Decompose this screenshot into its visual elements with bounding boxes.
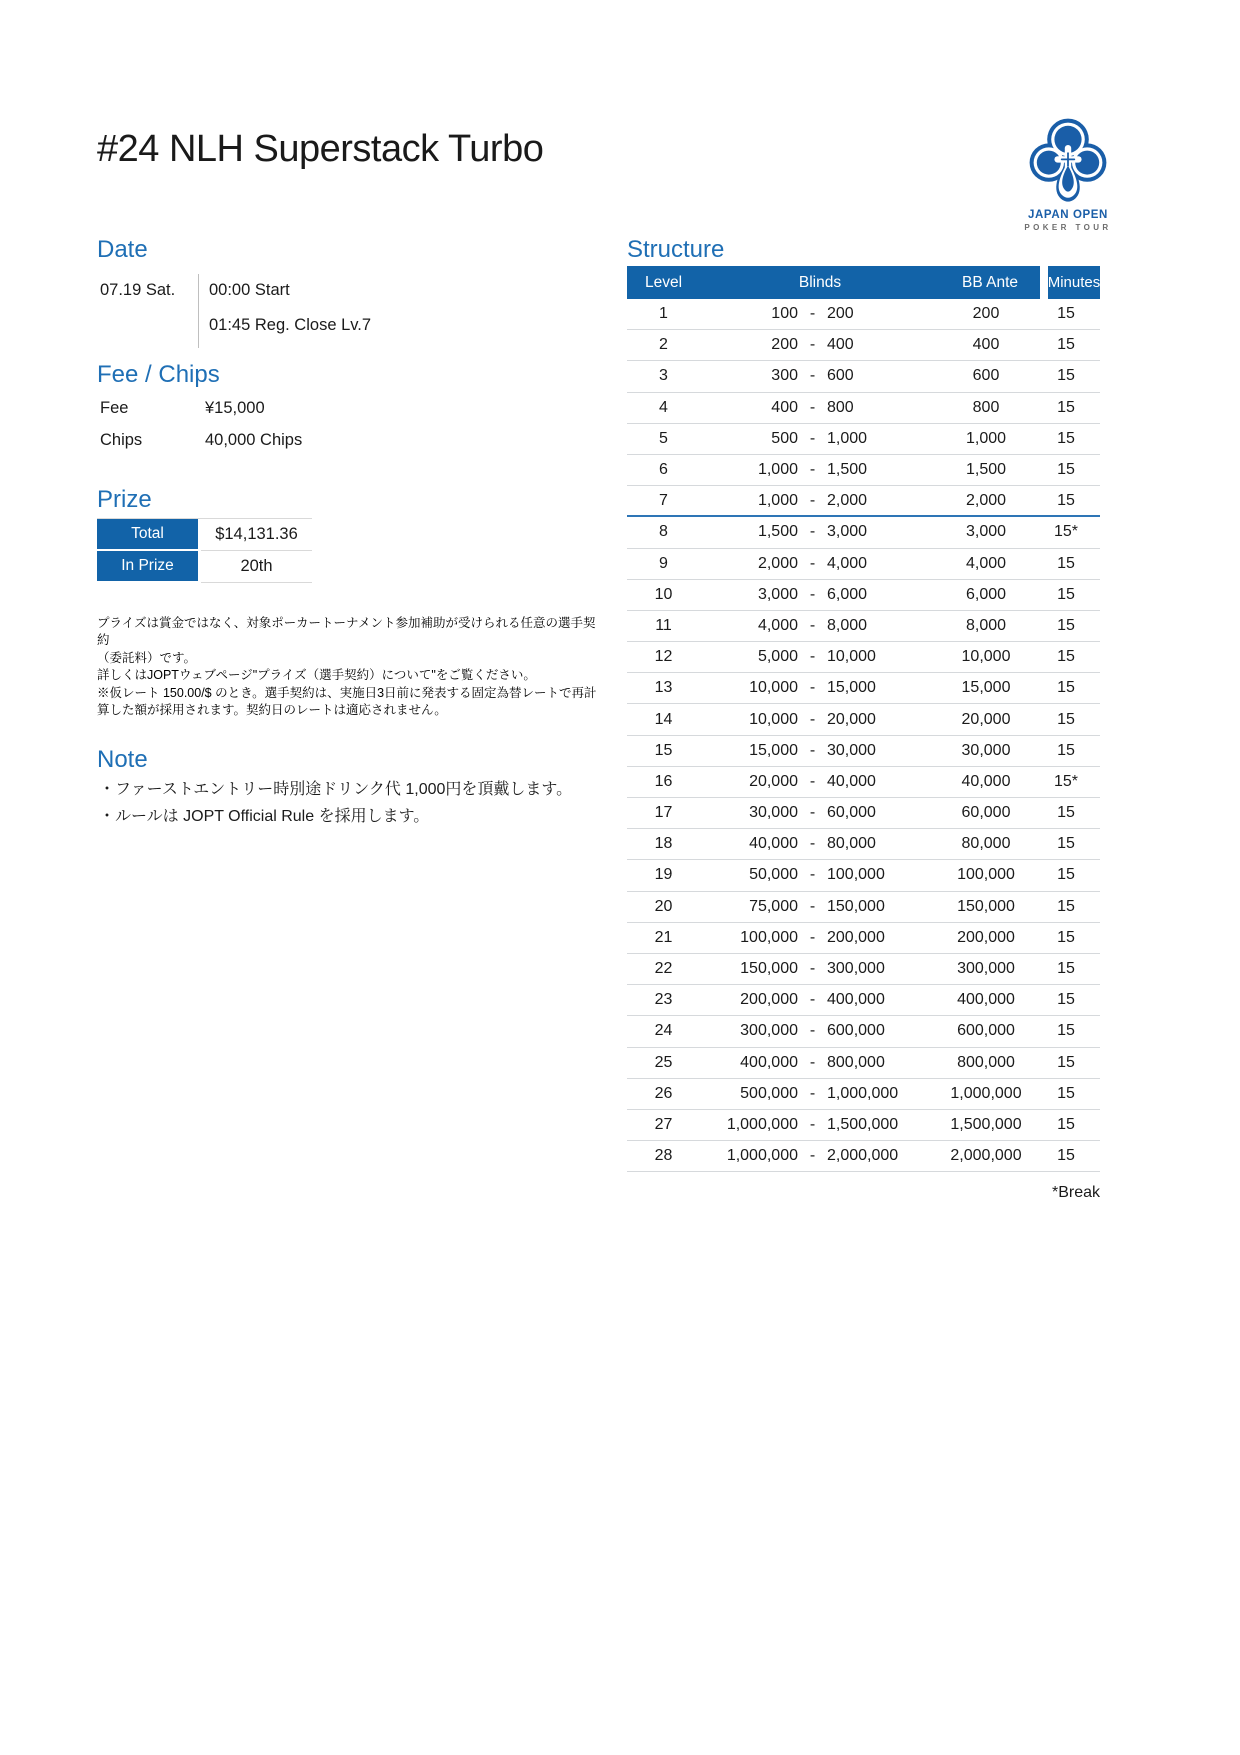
page-title: #24 NLH Superstack Turbo <box>97 128 544 170</box>
blinds-dash: - <box>809 648 816 666</box>
big-blind-cell: 400,000 <box>827 991 885 1009</box>
structure-row <box>627 393 1100 424</box>
small-blind-cell: 300,000 <box>740 1022 798 1040</box>
minutes-cell: 15 <box>1057 960 1075 978</box>
bb-ante-cell: 200 <box>972 305 1000 323</box>
structure-row <box>627 1048 1100 1079</box>
big-blind-cell: 150,000 <box>827 897 885 915</box>
column-header-bb-ante: BB Ante <box>961 273 1018 291</box>
blinds-dash: - <box>809 585 816 603</box>
level-cell: 4 <box>659 398 668 416</box>
blinds-dash: - <box>809 772 816 790</box>
structure-heading: Structure <box>627 236 725 263</box>
note-heading: Note <box>97 746 148 773</box>
blinds-dash: - <box>809 461 816 479</box>
bb-ante-cell: 20,000 <box>961 710 1011 728</box>
column-header-blinds: Blinds <box>798 273 842 291</box>
level-cell: 8 <box>659 523 668 541</box>
minutes-cell: 15 <box>1057 305 1075 323</box>
big-blind-cell: 100,000 <box>827 866 885 884</box>
structure-row <box>627 860 1100 891</box>
prize-row-label: Total <box>97 519 198 551</box>
level-cell: 17 <box>654 804 673 822</box>
bb-ante-cell: 300,000 <box>957 960 1015 978</box>
blinds-dash: - <box>809 429 816 447</box>
level-cell: 27 <box>654 1115 673 1133</box>
note-item: ・ファーストエントリー時別途ドリンク代 1,000円を頂戴します。 <box>99 781 573 798</box>
minutes-cell: 15 <box>1057 1084 1075 1102</box>
level-cell: 9 <box>659 554 668 572</box>
level-cell: 13 <box>654 679 673 697</box>
blinds-dash: - <box>809 710 816 728</box>
bb-ante-cell: 3,000 <box>965 523 1007 541</box>
small-blind-cell: 100 <box>771 305 798 323</box>
fee-chips-heading: Fee / Chips <box>97 361 220 388</box>
prize-row <box>97 519 312 551</box>
level-cell: 23 <box>654 991 673 1009</box>
fee-chips-value: ¥15,000 <box>205 399 265 417</box>
start-time: 00:00 Start <box>209 281 290 299</box>
bb-ante-cell: 1,000 <box>965 429 1007 447</box>
bb-ante-cell: 80,000 <box>961 835 1011 853</box>
minutes-cell: 15 <box>1057 461 1075 479</box>
bb-ante-cell: 30,000 <box>961 741 1011 759</box>
minutes-cell: 15 <box>1057 991 1075 1009</box>
fee-chips-value: 40,000 Chips <box>205 431 303 449</box>
note-list <box>99 776 619 830</box>
small-blind-cell: 150,000 <box>740 960 798 978</box>
bb-ante-cell: 40,000 <box>961 772 1011 790</box>
small-blind-cell: 400 <box>771 398 798 416</box>
structure-row <box>627 299 1100 330</box>
blinds-dash: - <box>809 367 816 385</box>
minutes-cell: 15 <box>1057 928 1075 946</box>
minutes-cell: 15 <box>1057 429 1075 447</box>
small-blind-cell: 200 <box>771 336 798 354</box>
prize-row <box>97 551 312 583</box>
bb-ante-cell: 600 <box>972 367 1000 385</box>
minutes-cell: 15 <box>1057 1115 1075 1133</box>
small-blind-cell: 10,000 <box>749 710 798 728</box>
prize-fine-print <box>97 615 602 719</box>
structure-row <box>627 829 1100 860</box>
blinds-dash: - <box>809 960 816 978</box>
structure-row <box>627 923 1100 954</box>
big-blind-cell: 3,000 <box>827 523 868 541</box>
big-blind-cell: 400 <box>827 336 854 354</box>
minutes-cell: 15 <box>1057 1053 1075 1071</box>
level-cell: 26 <box>654 1084 673 1102</box>
minutes-cell: 15 <box>1057 866 1075 884</box>
minutes-cell: 15 <box>1057 710 1075 728</box>
blinds-dash: - <box>809 554 816 572</box>
level-cell: 21 <box>654 928 673 946</box>
level-cell: 11 <box>655 616 672 634</box>
structure-row <box>627 954 1100 985</box>
bb-ante-cell: 400,000 <box>957 991 1015 1009</box>
bb-ante-cell: 60,000 <box>961 804 1011 822</box>
blinds-dash: - <box>809 1115 816 1133</box>
column-header-level: Level <box>644 273 683 291</box>
minutes-cell: 15 <box>1057 585 1075 603</box>
date-heading: Date <box>97 236 148 263</box>
small-blind-cell: 30,000 <box>749 804 798 822</box>
bb-ante-cell: 150,000 <box>957 897 1015 915</box>
structure-row <box>627 767 1100 798</box>
structure-row <box>627 642 1100 673</box>
minutes-cell: 15 <box>1057 835 1075 853</box>
prize-row-value: 20th <box>201 551 312 583</box>
bb-ante-cell: 400 <box>972 336 1000 354</box>
small-blind-cell: 75,000 <box>749 897 798 915</box>
bb-ante-cell: 2,000 <box>965 491 1007 509</box>
minutes-cell: 15 <box>1057 491 1075 509</box>
big-blind-cell: 40,000 <box>827 772 876 790</box>
break-footnote: *Break <box>1051 1184 1100 1201</box>
blinds-dash: - <box>809 804 816 822</box>
blinds-dash: - <box>809 398 816 416</box>
small-blind-cell: 500 <box>771 429 798 447</box>
small-blind-cell: 1,000,000 <box>726 1115 798 1133</box>
minutes-cell: 15 <box>1057 398 1075 416</box>
structure-row <box>627 580 1100 611</box>
small-blind-cell: 2,000 <box>757 554 798 572</box>
structure-row <box>627 517 1100 548</box>
big-blind-cell: 60,000 <box>827 804 876 822</box>
level-cell: 22 <box>654 960 673 978</box>
big-blind-cell: 1,500 <box>827 461 868 479</box>
date-day: 07.19 Sat. <box>100 281 176 299</box>
big-blind-cell: 20,000 <box>827 710 876 728</box>
structure-row <box>627 704 1100 735</box>
level-cell: 19 <box>654 866 673 884</box>
small-blind-cell: 1,000 <box>757 491 798 509</box>
big-blind-cell: 200,000 <box>827 928 885 946</box>
level-cell: 12 <box>654 648 673 666</box>
small-blind-cell: 300 <box>771 367 798 385</box>
bb-ante-cell: 15,000 <box>961 679 1011 697</box>
big-blind-cell: 4,000 <box>827 554 868 572</box>
structure-row <box>627 361 1100 392</box>
level-cell: 28 <box>654 1147 673 1165</box>
blinds-dash: - <box>809 1147 816 1165</box>
blinds-dash: - <box>809 1084 816 1102</box>
blinds-dash: - <box>809 866 816 884</box>
bb-ante-cell: 1,000,000 <box>950 1084 1022 1102</box>
structure-row <box>627 1141 1100 1172</box>
prize-fine-print-line: プライズは賞金ではなく、対象ポーカートーナメント参加補助が受けられる任意の選手契約 <box>97 616 596 648</box>
small-blind-cell: 20,000 <box>749 772 798 790</box>
minutes-cell: 15 <box>1057 1022 1075 1040</box>
big-blind-cell: 6,000 <box>827 585 868 603</box>
blinds-dash: - <box>809 928 816 946</box>
small-blind-cell: 1,500 <box>757 523 798 541</box>
level-cell: 3 <box>659 367 668 385</box>
bb-ante-cell: 800 <box>972 398 1000 416</box>
big-blind-cell: 1,000 <box>827 429 868 447</box>
level-cell: 14 <box>654 710 673 728</box>
prize-row-label: In Prize <box>97 551 198 583</box>
structure-row <box>627 1110 1100 1141</box>
bb-ante-cell: 4,000 <box>965 554 1007 572</box>
column-header-minutes: Minutes <box>1048 266 1100 299</box>
big-blind-cell: 1,000,000 <box>827 1084 899 1102</box>
minutes-cell: 15 <box>1057 367 1075 385</box>
small-blind-cell: 3,000 <box>757 585 798 603</box>
big-blind-cell: 80,000 <box>827 835 876 853</box>
small-blind-cell: 50,000 <box>749 866 798 884</box>
bb-ante-cell: 200,000 <box>957 928 1015 946</box>
bb-ante-cell: 100,000 <box>957 866 1015 884</box>
level-cell: 7 <box>659 491 668 509</box>
big-blind-cell: 2,000,000 <box>827 1147 899 1165</box>
structure-row <box>627 611 1100 642</box>
structure-row <box>627 486 1100 517</box>
bb-ante-cell: 10,000 <box>961 648 1011 666</box>
blinds-dash: - <box>809 679 816 697</box>
structure-row <box>627 1079 1100 1110</box>
level-cell: 5 <box>659 429 668 447</box>
big-blind-cell: 15,000 <box>827 679 876 697</box>
small-blind-cell: 4,000 <box>757 616 798 634</box>
note-item: ・ルールは JOPT Official Rule を採用します。 <box>99 808 430 825</box>
small-blind-cell: 40,000 <box>749 835 798 853</box>
blinds-dash: - <box>809 523 816 541</box>
bb-ante-cell: 800,000 <box>957 1053 1015 1071</box>
small-blind-cell: 100,000 <box>740 928 798 946</box>
structure-row <box>627 892 1100 923</box>
fee-chips-list <box>100 399 500 463</box>
club-logo-icon <box>1028 116 1108 206</box>
blinds-dash: - <box>809 991 816 1009</box>
minutes-cell: 15* <box>1053 523 1079 541</box>
big-blind-cell: 8,000 <box>827 616 868 634</box>
small-blind-cell: 10,000 <box>749 679 798 697</box>
bb-ante-cell: 8,000 <box>965 616 1007 634</box>
blinds-dash: - <box>809 616 816 634</box>
minutes-cell: 15 <box>1057 1147 1075 1165</box>
prize-row-value: $14,131.36 <box>201 519 312 551</box>
structure-header-main <box>627 266 1040 299</box>
structure-row <box>627 798 1100 829</box>
big-blind-cell: 300,000 <box>827 960 885 978</box>
structure-row <box>627 1016 1100 1047</box>
logo-text-poker-tour: POKER TOUR <box>1024 223 1112 232</box>
structure-row <box>627 736 1100 767</box>
prize-table <box>97 518 312 583</box>
level-cell: 6 <box>659 461 668 479</box>
prize-fine-print-line: 算した額が採用されます。契約日のレートは適応されません。 <box>97 703 447 718</box>
level-cell: 18 <box>654 835 673 853</box>
bb-ante-cell: 6,000 <box>965 585 1007 603</box>
minutes-cell: 15 <box>1057 616 1075 634</box>
prize-fine-print-line: 詳しくはJOPTウェブページ"プライズ（選手契約）について"をご覧ください。 <box>97 668 536 683</box>
big-blind-cell: 600 <box>827 367 854 385</box>
bb-ante-cell: 2,000,000 <box>950 1147 1022 1165</box>
big-blind-cell: 800,000 <box>827 1053 885 1071</box>
level-cell: 16 <box>654 772 673 790</box>
minutes-cell: 15* <box>1053 772 1079 790</box>
prize-fine-print-line: （委託料）です。 <box>97 650 197 665</box>
bb-ante-cell: 1,500,000 <box>950 1115 1022 1133</box>
level-cell: 2 <box>659 336 668 354</box>
structure-row <box>627 455 1100 486</box>
level-cell: 24 <box>654 1022 673 1040</box>
blinds-dash: - <box>809 1053 816 1071</box>
fee-chips-label: Fee <box>100 399 129 417</box>
minutes-cell: 15 <box>1057 741 1075 759</box>
bb-ante-cell: 600,000 <box>957 1022 1015 1040</box>
big-blind-cell: 1,500,000 <box>827 1115 899 1133</box>
minutes-cell: 15 <box>1057 336 1075 354</box>
big-blind-cell: 2,000 <box>827 491 868 509</box>
level-cell: 1 <box>659 305 668 323</box>
minutes-cell: 15 <box>1057 648 1075 666</box>
structure-row <box>627 549 1100 580</box>
blinds-dash: - <box>809 305 816 323</box>
date-divider <box>198 274 199 348</box>
big-blind-cell: 30,000 <box>827 741 876 759</box>
logo-text-japan-open: JAPAN OPEN <box>1028 209 1108 221</box>
level-cell: 25 <box>654 1053 673 1071</box>
small-blind-cell: 1,000 <box>757 461 798 479</box>
blinds-dash: - <box>809 897 816 915</box>
minutes-cell: 15 <box>1057 897 1075 915</box>
prize-fine-print-line: ※仮レート 150.00/$ のとき。選手契約は、実施日3日前に発表する固定為替レートで再計 <box>97 685 597 700</box>
fee-chips-row <box>100 431 500 463</box>
big-blind-cell: 800 <box>827 398 854 416</box>
blinds-dash: - <box>809 1022 816 1040</box>
big-blind-cell: 600,000 <box>827 1022 885 1040</box>
small-blind-cell: 1,000,000 <box>726 1147 798 1165</box>
fee-chips-label: Chips <box>100 431 143 449</box>
big-blind-cell: 10,000 <box>827 648 876 666</box>
minutes-cell: 15 <box>1057 679 1075 697</box>
structure-table-header <box>627 266 1100 299</box>
small-blind-cell: 500,000 <box>740 1084 798 1102</box>
structure-row <box>627 985 1100 1016</box>
fee-chips-row <box>100 399 500 431</box>
blinds-dash: - <box>809 491 816 509</box>
small-blind-cell: 200,000 <box>740 991 798 1009</box>
level-cell: 20 <box>654 897 673 915</box>
structure-row <box>627 673 1100 704</box>
structure-row <box>627 330 1100 361</box>
big-blind-cell: 200 <box>827 305 854 323</box>
level-cell: 15 <box>654 741 673 759</box>
small-blind-cell: 15,000 <box>749 741 798 759</box>
reg-close-time: 01:45 Reg. Close Lv.7 <box>209 316 372 334</box>
structure-table <box>627 266 1100 1172</box>
structure-row <box>627 424 1100 455</box>
minutes-cell: 15 <box>1057 554 1075 572</box>
blinds-dash: - <box>809 336 816 354</box>
level-cell: 10 <box>654 585 673 603</box>
small-blind-cell: 400,000 <box>740 1053 798 1071</box>
jopt-logo <box>1016 116 1120 232</box>
prize-heading: Prize <box>97 486 152 513</box>
blinds-dash: - <box>809 741 816 759</box>
minutes-cell: 15 <box>1057 804 1075 822</box>
blinds-dash: - <box>809 835 816 853</box>
small-blind-cell: 5,000 <box>757 648 798 666</box>
bb-ante-cell: 1,500 <box>965 461 1007 479</box>
